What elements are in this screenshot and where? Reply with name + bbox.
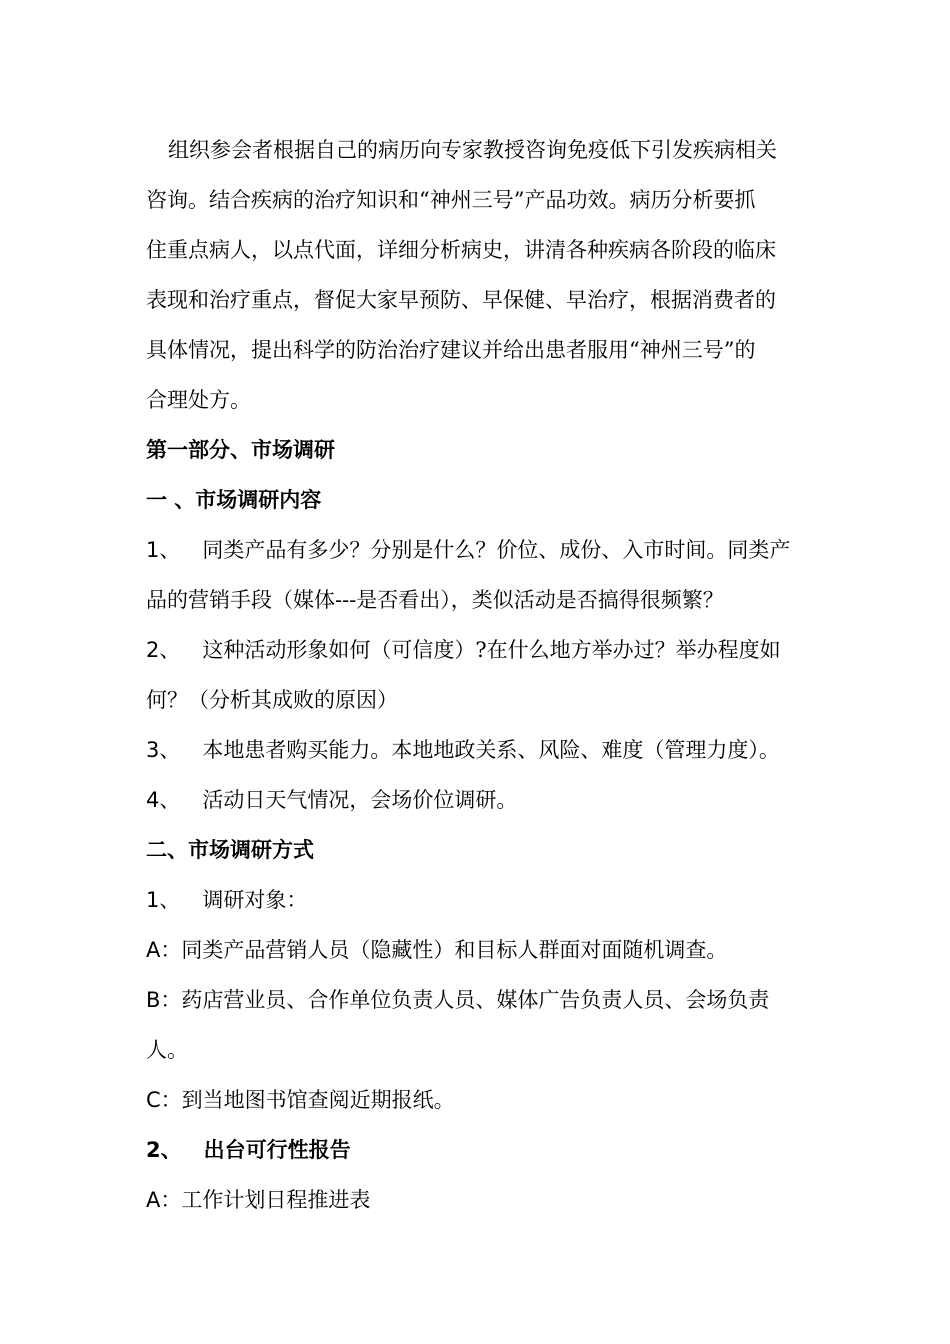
subitem-label: B： — [146, 988, 182, 1012]
section2-item-2 — [146, 1125, 820, 1176]
item-number: 1、 — [146, 888, 181, 912]
section2-subitem-b — [146, 975, 820, 1026]
intro-line-4: 表现和治疗重点，督促大家早预防、早保健、早治疗，根据消费者的 — [146, 288, 776, 312]
section1-item-1-cont: 品的营销手段（媒体---是否看出），类似活动是否搞得很频繁？ — [146, 588, 724, 612]
intro-line-5: 具体情况，提出科学的防治治疗建议并给出患者服用“神州三号”的 — [146, 338, 756, 362]
item-text: 调研对象： — [202, 888, 308, 912]
item-text: 出台可行性报告 — [203, 1137, 351, 1162]
item-text: 本地患者购买能力。本地地政关系、风险、难度（管理力度）。 — [202, 738, 780, 762]
item-number: 3、 — [146, 738, 181, 762]
section1-item-2-cont: 何？（分析其成败的原因） — [146, 688, 398, 712]
subitem-text: 药店营业员、合作单位负责人员、媒体广告负责人员、会场负责 — [181, 988, 770, 1012]
item-number: 4、 — [146, 788, 181, 812]
item-number: 2、 — [146, 1138, 182, 1162]
section2-title: 二、市场调研方式 — [146, 837, 314, 862]
subitem-label: A： — [146, 938, 182, 962]
subitem-text: 工作计划日程推进表 — [181, 1188, 371, 1212]
section1-item-3 — [146, 725, 820, 776]
subitem-label: C： — [146, 1088, 182, 1112]
subitem-label: A： — [146, 1188, 182, 1212]
part1-title: 第一部分、市场调研 — [146, 437, 335, 462]
section2-subitem-a — [146, 925, 820, 976]
item-text: 活动日天气情况，会场价位调研。 — [202, 788, 518, 812]
item-number: 1、 — [146, 538, 181, 562]
item-text: 这种活动形象如何（可信度）?在什么地方举办过？举办程度如 — [202, 638, 781, 662]
intro-line-6: 合理处方。 — [146, 388, 251, 412]
section1-item-4 — [146, 775, 820, 826]
intro-line-1: 组织参会者根据自己的病历向专家教授咨询免疫低下引发疾病相关 — [168, 138, 777, 162]
section2-item-2-sub-a — [146, 1175, 820, 1226]
intro-line-2: 咨询。结合疾病的治疗知识和“神州三号”产品功效。病历分析要抓 — [146, 188, 756, 212]
section1-item-1 — [146, 525, 820, 576]
section1-title: 一 、市场调研内容 — [146, 487, 322, 512]
section2-subitem-c — [146, 1075, 820, 1126]
item-number: 2、 — [146, 638, 181, 662]
item-text: 同类产品有多少？分别是什么？价位、成份、入市时间。同类产 — [202, 538, 791, 562]
section1-item-2 — [146, 625, 820, 676]
subitem-text: 到当地图书馆查阅近期报纸。 — [181, 1088, 455, 1112]
subitem-text: 同类产品营销人员（隐藏性）和目标人群面对面随机调查。 — [181, 938, 728, 962]
section2-item-1 — [146, 875, 820, 926]
section2-subitem-b-cont: 人。 — [146, 1038, 188, 1062]
intro-line-3: 住重点病人，以点代面，详细分析病史，讲清各种疾病各阶段的临床 — [146, 238, 776, 262]
